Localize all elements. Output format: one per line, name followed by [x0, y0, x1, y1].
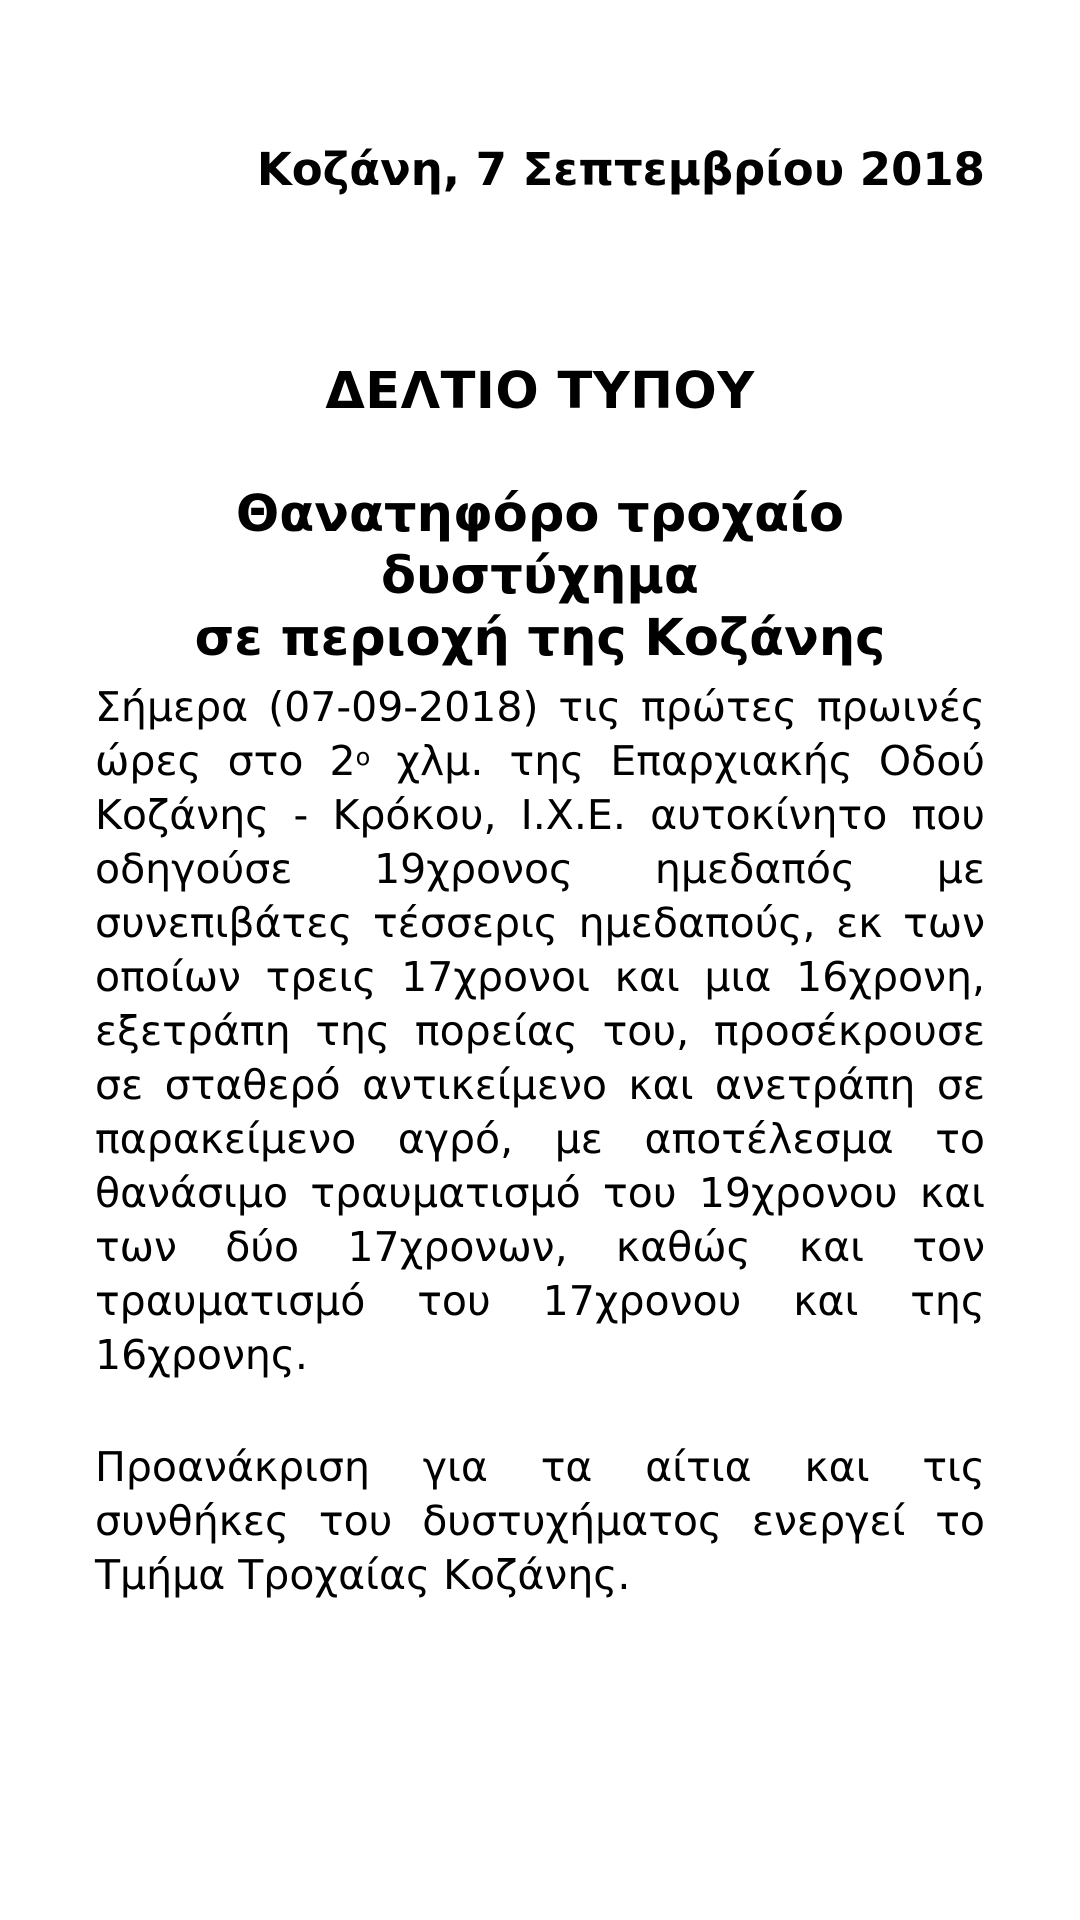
paragraph-1-rest: χλμ. της Επαρχιακής Οδού Κοζάνης - Κρόκου, Ι.Χ.Ε. αυτοκίνητο που οδηγούσε 19χρονος ημεδαπός με συνεπιβάτες τέσσερις ημεδαπούς, εκ των οποίων τρεις 17χρονοι και μια 16χρονη, εξετράπη της πορείας του, προσέκρουσε σε σταθερό αντικείμενο και ανετράπη σε παρακείμενο αγρό, με αποτέλεσμα το θανάσιμο τραυματισμό του 19χρονου και των δύο 17χρονων, καθώς και τον τραυματισμό του 17χρονου και της 16χρονης.	[95, 737, 985, 1379]
body-paragraph-2: Προανάκριση για τα αίτια και τις συνθήκες του δυστυχήματος ενεργεί το Τμήμα Τροχαίας Κοζάνης.	[95, 1443, 985, 1599]
headline	[95, 484, 985, 670]
date-line: Κοζάνη, 7 Σεπτεμβρίου 2018	[256, 143, 985, 196]
headline-line-2: σε περιοχή της Κοζάνης	[194, 609, 886, 668]
body-paragraph-1	[95, 680, 985, 1382]
document-type-title: ΔΕΛΤΙΟ ΤΥΠΟΥ	[325, 362, 755, 421]
ordinal-superscript: ο	[355, 743, 371, 771]
paragraph-1-start: Σήμερα (07-09-2018) τις πρώτες πρωινές ώρες στο 2	[95, 683, 985, 785]
headline-line-1: Θανατηφόρο τροχαίο δυστύχημα	[235, 485, 845, 606]
